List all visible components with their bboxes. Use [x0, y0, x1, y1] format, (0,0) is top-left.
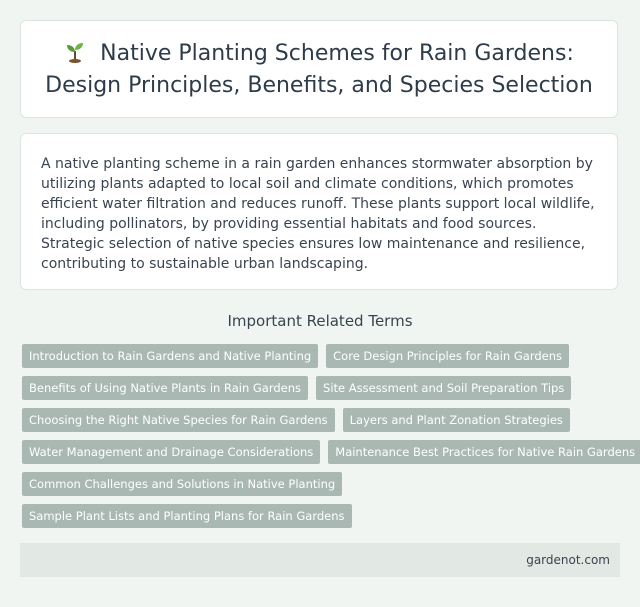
related-term-tag[interactable]: Sample Plant Lists and Planting Plans for Rain Gardens — [22, 504, 352, 528]
summary-text: A native planting scheme in a rain garden enhances stormwater absorption by utilizing plants adapted to local soil and climate conditions, which promotes efficient water filtration and reduces runoff. These plants support local wildlife, including pollinators, by providing essential habitats and food sources. Strategic selection of native species ensures low maintenance and resilience, contributing to sustainable urban landscaping. — [41, 156, 595, 272]
summary-card — [20, 133, 618, 290]
related-terms-list — [22, 344, 636, 536]
related-term-tag[interactable]: Common Challenges and Solutions in Native Planting — [22, 472, 342, 496]
related-term-tag[interactable]: Layers and Plant Zonation Strategies — [343, 408, 570, 432]
related-term-tag[interactable]: Benefits of Using Native Plants in Rain Gardens — [22, 376, 308, 400]
term-row — [22, 408, 622, 432]
term-row — [22, 472, 622, 496]
related-term-tag[interactable]: Maintenance Best Practices for Native Rain Gardens — [328, 440, 640, 464]
related-term-tag[interactable]: Water Management and Drainage Considerations — [22, 440, 320, 464]
term-row — [22, 376, 622, 400]
related-terms-heading: Important Related Terms — [227, 312, 413, 330]
term-row — [22, 344, 622, 368]
site-link[interactable]: gardenot.com — [526, 553, 610, 567]
page-title-container — [21, 39, 617, 100]
related-term-tag[interactable]: Core Design Principles for Rain Gardens — [326, 344, 569, 368]
related-term-tag[interactable]: Site Assessment and Soil Preparation Tips — [316, 376, 571, 400]
header-card — [20, 20, 618, 118]
related-term-tag[interactable]: Introduction to Rain Gardens and Native Planting — [22, 344, 318, 368]
sprout-icon — [64, 41, 86, 71]
page-title: Native Planting Schemes for Rain Gardens: Design Principles, Benefits, and Species Selection — [45, 40, 593, 98]
term-row — [22, 504, 622, 528]
footer — [20, 543, 620, 577]
related-term-tag[interactable]: Choosing the Right Native Species for Rain Gardens — [22, 408, 335, 432]
term-row — [22, 440, 636, 464]
